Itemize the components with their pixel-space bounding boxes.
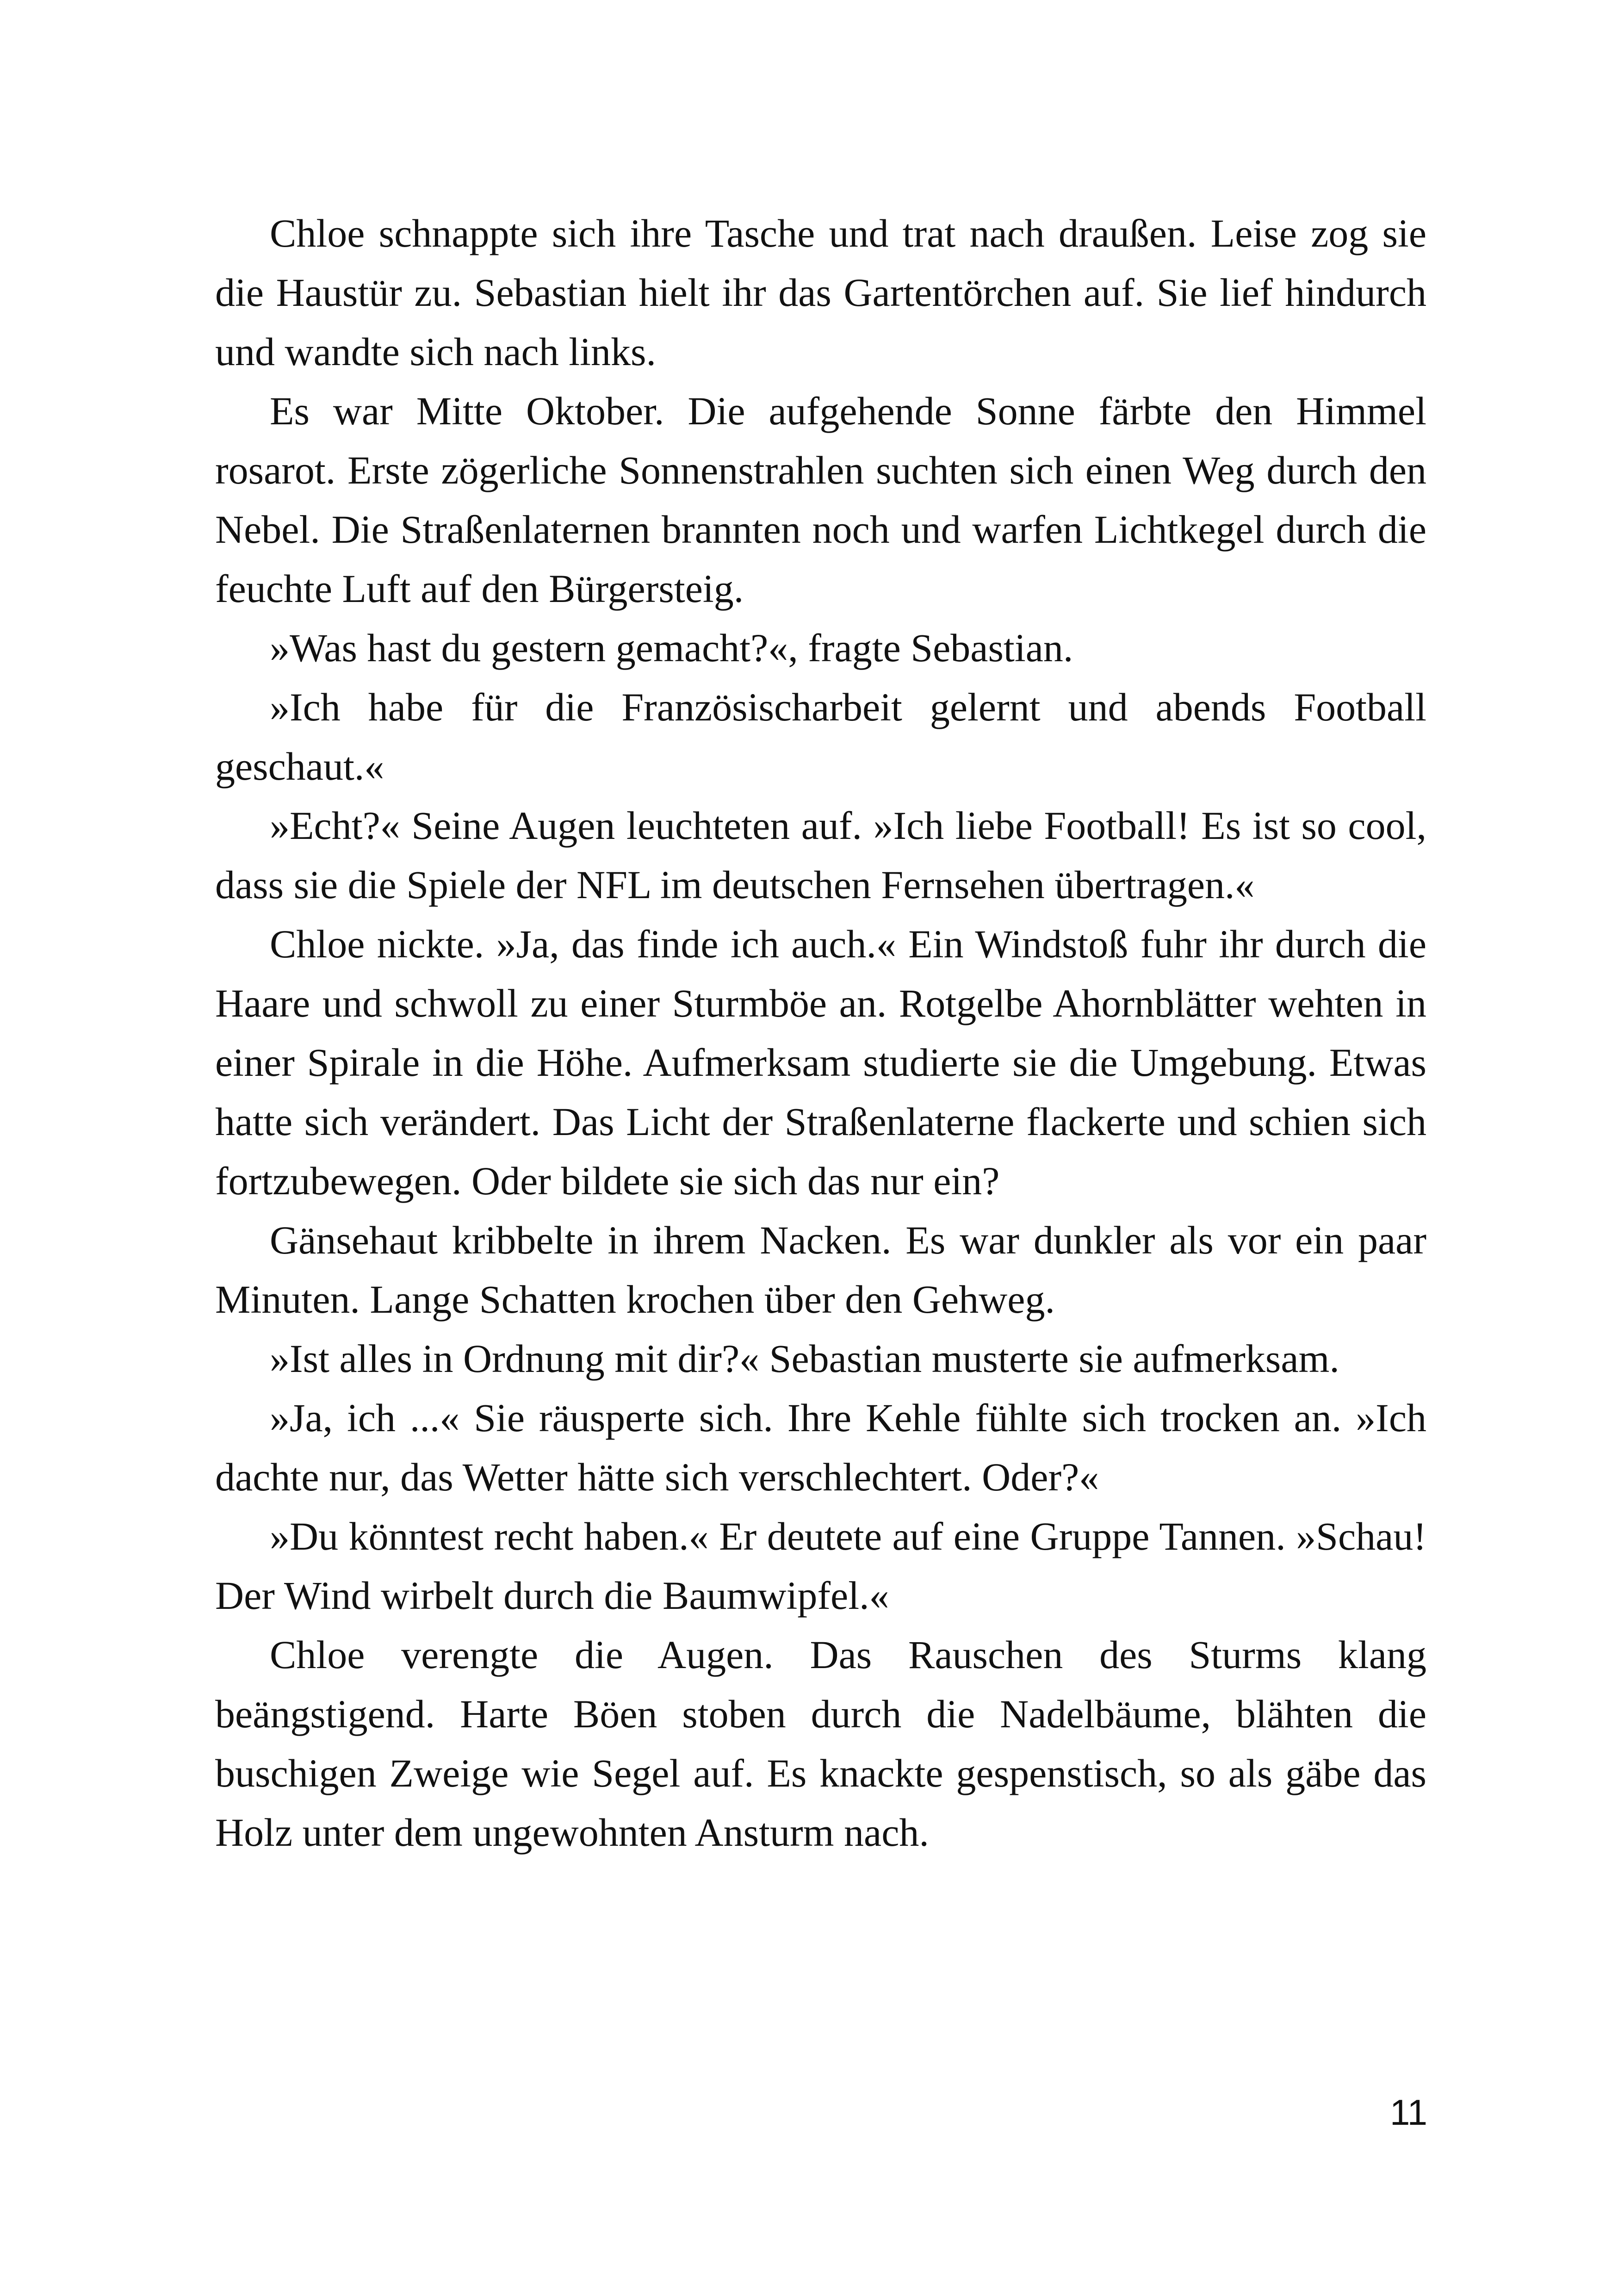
- paragraph: Chloe schnappte sich ihre Tasche und trat nach draußen. Leise zog sie die Haustür zu. Sebastian hielt ihr das Gartentörchen auf. Sie lief hindurch und wandte sich nach links.: [215, 211, 1426, 374]
- paragraph: »Ja, ich ...« Sie räusperte sich. Ihre Kehle fühlte sich trocken an. »Ich dachte nur, das Wetter hätte sich verschlechtert. Oder?«: [215, 1396, 1426, 1499]
- paragraph: »Ist alles in Ordnung mit dir?« Sebastian musterte sie aufmerksam.: [270, 1336, 1339, 1381]
- paragraph: »Ich habe für die Französischarbeit gelernt und abends Football geschaut.«: [215, 685, 1426, 788]
- paragraph: Chloe nickte. »Ja, das finde ich auch.« Ein Windstoß fuhr ihr durch die Haare und schwoll zu einer Sturmböe an. Rotgelbe Ahornblätter wehten in einer Spirale in die Höhe. Aufmerksam studierte sie die Umgebung. Etwas hatte sich verändert. Das Licht der Straßenlaterne flackerte und schien sich fortzubewegen. Oder bildete sie sich das nur ein?: [215, 922, 1426, 1203]
- paragraph: Es war Mitte Oktober. Die aufgehende Sonne färbte den Himmel rosarot. Erste zögerliche Sonnenstrahlen suchten sich einen Weg durch den Nebel. Die Straßenlaternen brannten noch und warfen Lichtkegel durch die feuchte Luft auf den Bürgersteig.: [215, 389, 1426, 611]
- page-number: 11: [1390, 2092, 1427, 2133]
- paragraph: »Was hast du gestern gemacht?«, fragte Sebastian.: [270, 626, 1073, 670]
- body-text: [215, 204, 1426, 1862]
- paragraph: »Du könntest recht haben.« Er deutete auf eine Gruppe Tannen. »Schau! Der Wind wirbelt durch die Baumwipfel.«: [215, 1514, 1426, 1618]
- paragraph: Gänsehaut kribbelte in ihrem Nacken. Es war dunkler als vor ein paar Minuten. Lange Schatten krochen über den Gehweg.: [215, 1218, 1426, 1322]
- paragraph: »Echt?« Seine Augen leuchteten auf. »Ich liebe Football! Es ist so cool, dass sie die Spiele der NFL im deutschen Fernsehen übertragen.«: [215, 803, 1426, 907]
- paragraph: Chloe verengte die Augen. Das Rauschen des Sturms klang beängstigend. Harte Böen stoben durch die Nadelbäume, blähten die buschigen Zweige wie Segel auf. Es knackte gespenstisch, so als gäbe das Holz unter dem ungewohnten Ansturm nach.: [215, 1632, 1426, 1855]
